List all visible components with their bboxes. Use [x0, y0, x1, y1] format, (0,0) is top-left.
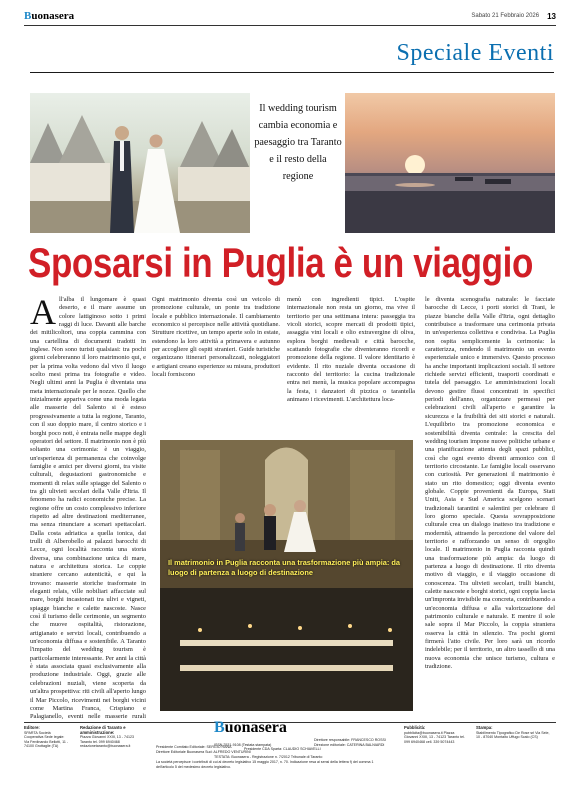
footer-testata: TESTATA: Buonasera - Registrazione n. 7/2012 Tribunale di Taranto — [214, 755, 323, 759]
article-text-1: ll'alba il lungomare è quasi deserto, e il mare assume un colore lattiginoso sotto i primi raggi di luce. Davanti alle barche dei mitilicoltori, una coppia cammina con una cartellina di documenti tradotti in inglese. Non sono turisti qualsiasi: tra pochi giorni celebreranno il loro matrimonio qui, e per la prima volta vedono dal vivo il luogo scelto mesi prima tra fotografie e video. Negli ultimi anni la Puglia è diventata una meta internazionale per le nozze. Quello che inizialmente appariva come una moda legata alle masserie del Salento si è esteso progressivamente a tutta la regione, Taranto, con il suo doppio mare, il centro storico e i borghi poco noti, è entrata nelle mappe degli operatori del settore. Il matrimonio non è più soltanto una cerimonia: è un viaggio, un'esperienza di permanenza che coinvolge famiglie e amici per diversi giorni, tra visite culturali, degustazioni gastronomiche e momenti di relax sulle spiagge del Salento o tra gli ulivieti secolari della Valle d'Itria. Il fenomeno ha radici economiche precise. La regione offre un costo complessivo inferiore rispetto ad altre destinazioni mediterranee, ma senza rinunciare a scenari spettacolari. Dalla costa adriatica a quella ionica, dai trulli di Alberobello ai palazzi barocchi di Lecce, ogni località racconta una storia diversa, una combinazione unica di mare, natura e architettura storica. Le coppie straniere cercano autenticità, e qui la trovano: masserie storiche trasformate in eleganti relais, ville nobiliari affacciate sul mare, borghi incastonati tra ulivi e vigneti, spiagge bianche e calette nascoste. Nasce così il turismo delle cerimonie, un segmento che muove ospitalità, ristorazione, artigianato e servizi locali, contribuendo a un'economia diffusa e sostenibile. A Taranto l'impatto del wedding tourism è particolarmente interessante. Per anni la città è stata associata quasi esclusivamente alla produzione industriale. Oggi, grazie alle celebrazioni nuziali, viene scoperta da un'altra prospettiva: riti civili all'aperto lungo il Mar Piccolo, ricevimenti nei borghi vicini come Martina Franca, Crispiano e Palagianello, eventi nelle masserie rurali — [30, 296, 146, 720]
footer-redazione: Redazione di Taranto e amministrazione: Piazza Giovanni XXIII, 13 - 74123 Taranto tel. 099 6940468 redazionetaranto@buonasera.it — [80, 725, 134, 749]
issue-date: Sabato 21 Febbraio 2026 — [471, 13, 540, 19]
section-rule — [30, 72, 554, 73]
footer-presidente-cda: Presidente CDA Sparta: CLAUDIO SCHIAVELLI — [244, 747, 321, 751]
footer-stampa: Stampa: Stabilimento Tipografico De Rose srl Via Sele, 10 - 87040 Montalto Uffugo Scalo (CS) — [476, 725, 550, 740]
wedding-couple-photo — [30, 93, 250, 233]
pull-quote: Il wedding tourism cambia economia e paesaggio tra Taranto e il resto della regione — [254, 103, 342, 182]
photo-caption: Il matrimonio in Puglia racconta una trasformazione più ampia: da luogo di partenza a luogo di destinazione — [168, 558, 401, 577]
headline: Sposarsi in Puglia è un viaggio — [28, 240, 533, 287]
footer-direttore: Direttore Editoriale Buonasera Sud: ALFREDO VENTURINI — [156, 750, 251, 754]
footer-direttore-resp: Direttore responsabile: FRANCESCO ROSSI — [314, 738, 386, 742]
drop-cap: A — [30, 296, 56, 332]
footer-logo[interactable]: Buonasera — [214, 719, 287, 736]
footer-rule — [24, 722, 556, 723]
footer-direzione: Direzione editoriale: CATERINA BALNIARDI — [314, 743, 385, 747]
top-rule — [24, 25, 556, 26]
article-column-2: Ogni matrimonio diventa così un veicolo di promozione culturale, un ponte tra tradizione locale e pubblico internazionale. Il cambiamento economico si percepisce nelle attività quotidiane. Strutture ricettive, un tempo aperte solo in estate, estendono la loro attività a primavera e autunno per accogliere gli ospiti stranieri. Guide turistiche organizzano itinerari personalizzati, noleggiatori e artigiani creano esperienze su misura, produttori locali forniscono — [152, 296, 280, 379]
section-title: Speciale Eventi — [396, 40, 554, 66]
article-column-1 — [30, 296, 146, 720]
colophon — [24, 719, 556, 782]
footer-editore: Editore: SPARTA Società Cooperativa Sede legale: Via Ferdinando Bellotti, 11 - 74100 Grottaglie (TA) — [24, 725, 69, 749]
page-number: 13 — [547, 11, 556, 21]
article-column-4: le diventa scenografia naturale: le facciate barocche di Lecce, i porti storici di Trani, le piazze bianche della Valle d'Itria, ogni dettaglio contribuisce a trasformare una cerimonia privata in un'esperienza collettiva e condivisa. La Puglia non ospita semplicemente la cerimonia: la caratterizza, rendendo il matrimonio un evento esperienziale unico e immersivo. Questo processo ha anche importanti implicazioni sociali. Il settore richiede servizi efficienti, trasporti coordinati e tutela del paesaggio. Le amministrazioni locali devono gestire flussi concentrati in specifici periodi dell'anno, organizzare permessi per celebrazioni civili all'aperto e garantire la sicurezza e la fruibilità dei siti storici e naturali. L'equilibrio tra promozione economica e sostenibilità diventa centrale: la crescita del wedding tourism impone nuove politiche urbane e una pianificazione attenta degli spazi pubblici, così che ogni evento diventi armonico con il territorio circostante. Le famiglie locali osservano con curiosità. Per generazioni il matrimonio è stato un rito domestico; oggi diventa evento globale. Coppie provenienti da Europa, Stati Uniti, Asia e Sud America scelgono scenari tradizionali tarantini e salentini per celebrare il loro giorno speciale. Questa sovrapposizione culturale crea un dialogo inatteso tra tradizione e modernità, attraendo la percezione del valore del territorio e rafforzando un senso di orgoglio locale. Il matrimonio in Puglia racconta quindi una trasformazione più ampia: da luogo di partenza a luogo di destinazione. Il rito diventa motivo di viaggio, e il viaggio occasione di conoscenza. Tra ulivieti secolari, trulli bianchi, calette nascoste e borghi storici, ogni coppia lascia un'impronta invisibile ma concreta, contribuendo a un'economia diffusa e alla valorizzazione del patrimonio culturale e naturale. E mentre il sole sale sopra il Mar Piccolo, la coppia straniera osserva la città in silenzio. Tra pochi giorni firmerà l'atto civile. Per loro sarà un ricordo indelebile; per il territorio, un altro tassello di una nuova economia che unisce turismo, cultura e tradizione. — [425, 296, 555, 671]
footer-legal: La società percepisce i contributi di cui al decreto legislativo 15 maggio 2017, n. 70. Indicazione resa ai sensi della lettera f) del comma 1 dell'articolo 5 del medesimo decreto legislativo. — [156, 760, 374, 769]
sunset-harbour-photo — [345, 93, 555, 233]
article-column-3: menù con ingredienti tipici. L'ospite internazionale non resta un giorno, ma vive il territorio per una settimana intera: passeggia tra vicoli storici, scopre mercati di prodotti tipici, assaggia vini locali e olio extravergine di oliva, esplora borghi medievali e città barocche, scattando fotografie che diventeranno ricordi e promozione della regione. Il valore identitario è evidente. Il rito nuziale diventa occasione di racconto del territorio: la cucina tradizionale entra nei menù, la musica popolare accompagna la festa, i danzatori di pizzica o tarantella animano i ricevimenti. L'architettura loca- — [287, 296, 415, 404]
footer-issn: ISSN 2531-9108 (Testata stampata) — [214, 743, 272, 747]
footer-presidente: Presidente Comitato Editoriale: SERGIO RANA — [156, 745, 232, 749]
masthead-logo[interactable]: Buonasera — [24, 10, 75, 22]
top-bar — [24, 8, 556, 24]
footer-pubblicita: Pubblicità: pubblicita@buonasera.it Piazza Giovanni XXIII, 13 - 74123 Taranto tel. 099 6940468 cell. 339 5074443 — [404, 725, 465, 744]
